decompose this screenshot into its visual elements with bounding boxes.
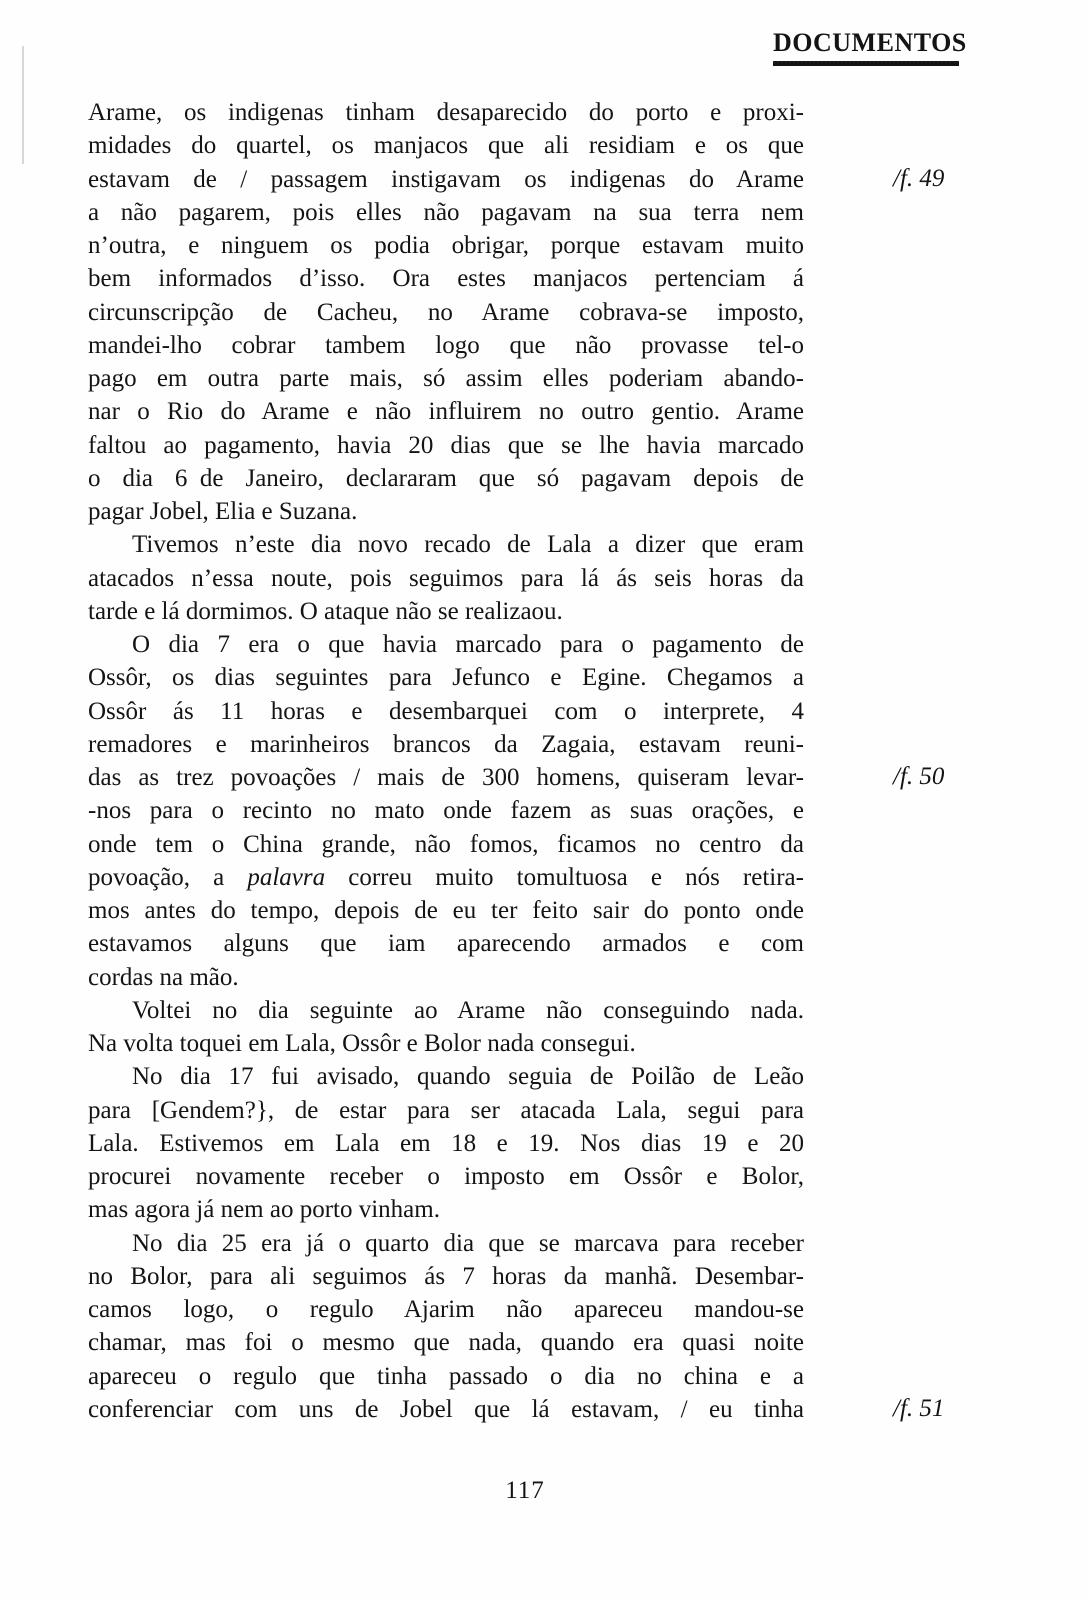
text-line <box>88 927 804 960</box>
text-line <box>88 296 804 329</box>
text-segment: Ossôr, os dias seguintes para Jefunco e Egine. Chegamos a <box>88 664 804 692</box>
text-segment: No dia 25 era já o quarto dia que se marcava para receber <box>132 1229 804 1257</box>
text-segment: O dia 7 era o que havia marcado para o pagamento de <box>132 631 804 658</box>
text-line <box>88 595 804 628</box>
text-segment: Arame, os indigenas tinham desaparecido do porto e proxi- <box>88 99 804 126</box>
text-segment: chamar, mas foi o mesmo que nada, quando era quasi noite <box>88 1329 804 1357</box>
paragraph <box>88 994 804 1061</box>
text-line <box>88 129 804 162</box>
text-segment: mas agora já nem ao porto vinham. <box>88 1196 440 1224</box>
scan-artifact-line <box>22 46 24 164</box>
text-segment: estavam de / passagem instigavam os indigenas do Arame <box>88 165 804 193</box>
text-segment: bem informados d’isso. Ora estes manjacos pertenciam á <box>88 265 804 293</box>
text-line <box>88 262 804 295</box>
text-segment: para [Gendem?}, de estar para ser atacada Lala, segui para <box>88 1096 804 1124</box>
text-line <box>88 1360 804 1393</box>
text-line <box>88 761 804 794</box>
text-segment: pago em outra parte mais, só assim elles poderiam abando- <box>88 365 804 392</box>
paragraph <box>88 1227 804 1427</box>
text-segment: midades do quartel, os manjacos que ali residiam e os que <box>88 132 804 160</box>
text-segment: Na volta toquei em Lala, Ossôr e Bolor nada consegui. <box>88 1030 636 1057</box>
running-header <box>773 28 967 66</box>
paragraph <box>88 1060 804 1226</box>
text-line <box>88 994 804 1027</box>
text-line <box>88 1060 804 1093</box>
text-segment: Lala. Estivemos em Lala em 18 e 19. Nos dias 19 e 20 <box>88 1129 804 1157</box>
text-line <box>88 229 804 262</box>
text-line <box>88 1227 804 1260</box>
text-line <box>88 429 804 462</box>
text-segment: no Bolor, para ali seguimos ás 7 horas da manhã. Desembar- <box>88 1262 804 1290</box>
text-line <box>88 329 804 362</box>
text-segment: Tivemos n’este dia novo recado de Lala a dizer que eram <box>132 531 804 559</box>
page-number: 117 <box>505 1477 545 1504</box>
folio-note-49: /f. 49 <box>893 165 945 192</box>
text-line <box>88 695 804 728</box>
text-segment: faltou ao pagamento, havia 20 dias que se lhe havia marcado <box>88 431 804 459</box>
text-line <box>88 163 804 196</box>
text-segment: nar o Rio do Arame e não influirem no outro gentio. Arame <box>88 398 804 426</box>
text-line <box>88 1027 804 1060</box>
text-line <box>88 1260 804 1293</box>
text-line <box>88 1393 804 1426</box>
text-segment: atacados n’essa noute, pois seguimos para lá ás seis horas da <box>88 564 804 592</box>
text-line <box>88 395 804 428</box>
paragraph <box>88 628 804 994</box>
text-segment: circunscripção de Cacheu, no Arame cobrava-se imposto, <box>88 298 804 326</box>
text-segment: mos antes do tempo, depois de eu ter feito sair do ponto onde <box>88 897 804 924</box>
text-line <box>88 628 804 661</box>
text-segment: n’outra, e ninguem os podia obrigar, porque estavam muito <box>88 232 804 259</box>
text-line <box>88 562 804 595</box>
text-segment: correu muito tomultuosa e nós retira- <box>325 863 804 891</box>
text-line <box>88 961 804 994</box>
text-line <box>88 528 804 561</box>
body-text <box>88 96 804 1426</box>
text-segment: cordas na mão. <box>88 963 239 991</box>
text-segment: pagar Jobel, Elia e Suzana. <box>88 498 358 525</box>
text-line <box>88 728 804 761</box>
paragraph <box>88 96 804 528</box>
text-segment: No dia 17 fui avisado, quando seguia de Poilão de Leão <box>132 1063 804 1091</box>
text-segment: estavamos alguns que iam aparecendo armados e com <box>88 930 804 958</box>
text-segment: Voltei no dia seguinte ao Arame não conseguindo nada. <box>132 996 804 1024</box>
text-segment: mandei-lho cobrar tambem logo que não provasse tel-o <box>88 331 804 359</box>
text-line <box>88 196 804 229</box>
running-header-title: DOCUMENTOS <box>773 28 967 57</box>
folio-note-51: /f. 51 <box>893 1395 945 1422</box>
text-segment: Ossôr ás 11 horas e desembarquei com o interprete, 4 <box>88 697 804 725</box>
text-line <box>88 1193 804 1226</box>
text-line <box>88 1094 804 1127</box>
text-line <box>88 1326 804 1359</box>
text-segment: apareceu o regulo que tinha passado o dia no china e a <box>88 1362 804 1390</box>
text-line <box>88 495 804 528</box>
text-line <box>88 661 804 694</box>
text-line <box>88 96 804 129</box>
text-segment: remadores e marinheiros brancos da Zagaia, estavam reuni- <box>88 730 804 758</box>
text-segment: a não pagarem, pois elles não pagavam na sua terra nem <box>88 198 804 226</box>
text-segment: procurei novamente receber o imposto em Ossôr e Bolor, <box>88 1163 804 1190</box>
text-segment: conferenciar com uns de Jobel que lá estavam, / eu tinha <box>88 1395 804 1423</box>
text-segment: tarde e lá dormimos. O ataque não se realizaou. <box>88 597 563 625</box>
text-line <box>88 828 804 861</box>
text-line <box>88 894 804 927</box>
text-line <box>88 1293 804 1326</box>
text-segment: o dia 6 de Janeiro, declararam que só pagavam depois de <box>88 464 804 492</box>
text-line <box>88 1160 804 1193</box>
text-segment: das as trez povoações / mais de 300 homens, quiseram levar- <box>88 764 804 791</box>
text-line <box>88 462 804 495</box>
paragraph <box>88 528 804 628</box>
text-line <box>88 794 804 827</box>
text-segment: camos logo, o regulo Ajarim não apareceu mandou-se <box>88 1296 804 1323</box>
text-segment: -nos para o recinto no mato onde fazem as suas orações, e <box>88 797 804 825</box>
text-line <box>88 861 804 894</box>
italic-text: palavra <box>247 863 326 891</box>
folio-note-50: /f. 50 <box>893 763 945 790</box>
text-segment: povoação, a <box>88 863 248 891</box>
text-line <box>88 1127 804 1160</box>
text-line <box>88 362 804 395</box>
text-segment: onde tem o China grande, não fomos, ficamos no centro da <box>88 830 804 858</box>
